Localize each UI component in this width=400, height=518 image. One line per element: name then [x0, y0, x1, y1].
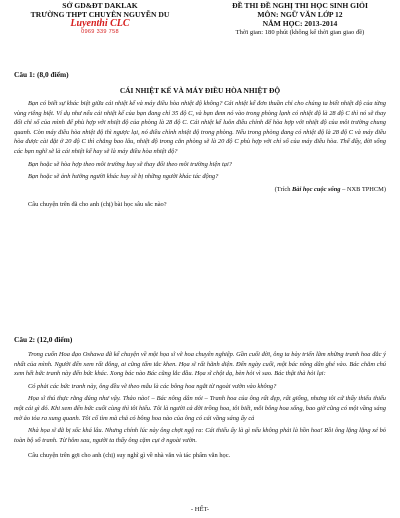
q1-paragraph-1: Bạn có biết sự khác biệt giữa cái nhiệt kế và máy điều hòa nhiệt độ không? Cái nhiệt kế đơn thuần chỉ cho chúng ta biết nhiệt độ của từng vùng riêng biệt. Ví dụ như nếu cái nhiệt kế của bạn đang chỉ 35 độ C, và bạn đem nó vào trong phòng lạnh có nhiệt độ là 28 độ C thì nó sẽ thay đổi chỉ số của mình để phù hợp với nhiệt độ của phòng là 28 độ C. Cái nhiệt kế luôn điều chỉnh để hòa hợp với nhiệt độ của môi trường chung quanh. Còn máy điều hòa nhiệt độ thì ngược lại, nó điều chỉnh nhiệt độ trong phòng. Nếu trong phòng đang có nhiệt độ là 28 độ C và máy điều hòa được cài đặt ở 20 độ C thì chẳng bao lâu, nhiệt độ trong căn phòng sẽ là 20 độ C phù hợp với chỉ số của máy điều hòa. Thế đấy, đời sống các bạn nghĩ sẽ là cái nhiệt kế hay sẽ là máy điều hòa nhiệt độ?: [14, 100, 386, 155]
watermark-phone: 0969 339 758: [81, 29, 119, 35]
q2-prompt: Câu chuyện trên gợi cho anh (chị) suy nghĩ gì về nhà văn và tác phẩm văn học.: [28, 452, 231, 460]
q2-paragraph-2: Có phải các bức tranh này, ông đều vẽ theo mẫu là các bông hoa ngắt từ ngoài vườn vào không?: [28, 382, 277, 390]
source-suffix: – NXB TPHCM): [340, 185, 386, 193]
time-note: Thời gian: 180 phút (không kể thời gian giao đề): [235, 29, 365, 36]
q2-paragraph-4: Nhà họa sĩ đã bị sốc khá lâu. Nhưng chính lúc này ông chợt ngộ ra: Cái thiếu ấy là gì nếu không phải là hồn hoa! Rồi ông lặng lặng xé bỏ toàn bộ số tranh. Từ hôm sau, người ta thấy ông cặm cụi ở ngoài vườn.: [14, 427, 386, 444]
school-name: TRƯỜNG THPT CHUYÊN NGUYỄN DU: [30, 10, 170, 19]
question-1: [14, 70, 386, 209]
q2-paragraph-3: Họa sĩ thú thực rằng đúng như vậy. Thảo nào! – Bác nông dân nói – Tranh hoa của ông rất đẹp, rất giống, nhưng tôi cứ thấy thiếu thiếu một cái gì đó. Khi xem đến bức cuối cùng thì tôi hiểu. Tôi là người cả đời trồng hoa, tôi biết, mỗi bông hoa sống, bao giờ cũng có một vầng sáng mờ ảo tỏa ra xung quanh. Tôi cố tìm mà chả có bông hoa nào của ông có cái vầng sáng ấy cả: [14, 395, 386, 422]
exam-header: [0, 0, 400, 72]
q1-paragraph-3: Bạn hoặc sẽ ảnh hưởng người khác hay sẽ bị những người khác tác động?: [28, 173, 219, 181]
q1-paragraph-2: Bạn hoặc sẽ hòa hợp theo môi trường hay sẽ thay đổi theo môi trường hiện tại?: [28, 160, 232, 168]
exam-title: ĐỀ THI ĐỀ NGHỊ THI HỌC SINH GIỎI: [232, 1, 368, 10]
watermark-brand: Luyenthi CLC: [70, 18, 130, 29]
q1-source: [14, 185, 386, 194]
story-title: CÁI NHIỆT KẾ VÀ MÁY ĐIỀU HÒA NHIỆT ĐỘ: [119, 86, 281, 95]
source-prefix: (Trích: [274, 185, 293, 193]
q1-prompt: Câu chuyện trên đã cho anh (chị) bài học sâu sắc nào?: [28, 200, 167, 208]
school-block: [0, 1, 200, 36]
end-marker: - HẾT-: [190, 506, 210, 513]
department-name: SỞ GD&ĐT DAKLAK: [62, 1, 138, 10]
question-2-title: Câu 2: (12,0 điểm): [14, 335, 73, 344]
subject-line: MÔN: NGỮ VĂN LỚP 12: [257, 10, 343, 19]
question-1-title: Câu 1: (8,0 điểm): [14, 70, 69, 79]
q2-paragraph-1: Trong cuốn Hoa đạo Oshawa đã kể chuyện về một họa sĩ vẽ hoa chuyên nghiệp. Gần cuối đời, ông ta bày triển lãm những tranh hoa đắc ý nhất của mình. Người đến xem rất đông, ai cũng tấm tắc khen. Họa sĩ rất hãnh diện. Đến ngày cuối, một bác nông dân ghé vào. Bác chăm chú xem hết bức tranh này đến bức khác. Xong bác nào Bác cũng lắc đầu. Họa sĩ chột dạ, bèn hỏi vì sao. Bác thật thà hỏi lại:: [14, 351, 386, 378]
exam-info-block: [200, 1, 400, 37]
source-book: Bài học cuộc sống: [292, 185, 341, 193]
school-year: NĂM HỌC: 2013-2014: [262, 19, 338, 28]
question-2: [14, 335, 386, 460]
